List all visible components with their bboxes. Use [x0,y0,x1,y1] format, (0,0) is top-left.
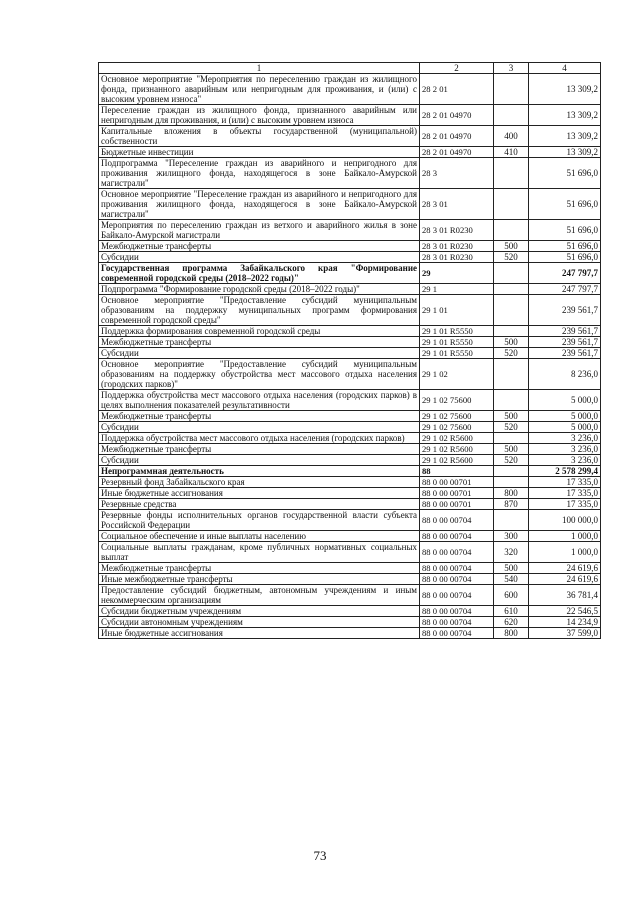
row-name-cell: Основное мероприятие "Предоставление субсидий муниципальным образованиям на поддержку муниципальных программ формирования современной городской среды" [99,295,420,326]
row-name-cell: Мероприятия по переселению граждан из ветхого и аварийного жилья в зоне Байкало-Амурской магистрали [99,220,420,241]
row-sum-cell: 51 696,0 [529,252,601,263]
row-name-cell: Социальные выплаты гражданам, кроме публичных нормативных социальных выплат [99,542,420,563]
row-code-cell: 88 0 00 00704 [420,542,494,563]
row-code-cell: 28 3 01 R0230 [420,252,494,263]
row-code-cell: 29 1 02 R5600 [420,444,494,455]
row-sum-cell: 51 696,0 [529,189,601,220]
row-code-cell: 88 0 00 00704 [420,606,494,617]
row-sum-cell: 2 578 299,4 [529,466,601,477]
table-row [99,444,601,455]
row-kvr-cell [494,295,529,326]
row-sum-cell: 24 619,6 [529,563,601,574]
row-sum-cell: 8 236,0 [529,359,601,390]
row-name-cell: Подпрограмма "Переселение граждан из аварийного и непригодного для проживания жилищного фонда, находящегося в зоне Байкало-Амурской магистрали" [99,158,420,189]
row-name-cell: Субсидии [99,455,420,466]
row-code-cell: 88 0 00 00701 [420,488,494,499]
row-code-cell: 29 1 02 75600 [420,411,494,422]
row-name-cell: Основное мероприятие "Мероприятия по переселению граждан из жилищного фонда, признанного аварийным или непригодным для проживания, и (или) с высоким уровнем износа" [99,74,420,105]
table-row [99,628,601,639]
table-row [99,241,601,252]
row-name-cell: Основное мероприятие "Переселение граждан из аварийного и непригодного для проживания жилищного фонда, находящегося в зоне Байкало-Амурской магистрали" [99,189,420,220]
row-kvr-cell: 500 [494,337,529,348]
row-code-cell: 29 1 02 [420,359,494,390]
row-name-cell: Социальное обеспечение и иные выплаты населению [99,531,420,542]
header-col-3: 3 [494,63,529,74]
row-sum-cell: 36 781,4 [529,585,601,606]
row-sum-cell: 13 309,2 [529,74,601,105]
row-name-cell: Бюджетные инвестиции [99,147,420,158]
row-sum-cell: 51 696,0 [529,241,601,252]
table-row [99,466,601,477]
row-kvr-cell: 800 [494,628,529,639]
row-sum-cell: 17 335,0 [529,477,601,488]
row-kvr-cell [494,466,529,477]
row-name-cell: Субсидии автономным учреждениям [99,617,420,628]
header-col-1: 1 [99,63,420,74]
row-name-cell: Межбюджетные трансферты [99,444,420,455]
table-header-row [99,63,601,74]
row-kvr-cell: 520 [494,455,529,466]
row-code-cell: 29 1 02 R5600 [420,455,494,466]
row-code-cell: 29 1 01 R5550 [420,326,494,337]
row-name-cell: Капитальные вложения в объекты государственной (муниципальной) собственности [99,126,420,147]
row-code-cell: 88 0 00 00704 [420,617,494,628]
row-code-cell: 28 3 01 R0230 [420,220,494,241]
row-kvr-cell [494,477,529,488]
row-kvr-cell [494,390,529,411]
row-name-cell: Предоставление субсидий бюджетным, автономным учреждениям и иным некоммерческим организациям [99,585,420,606]
row-kvr-cell [494,189,529,220]
table-row [99,455,601,466]
table-row [99,422,601,433]
row-code-cell: 88 [420,466,494,477]
row-sum-cell: 239 561,7 [529,348,601,359]
row-kvr-cell: 300 [494,531,529,542]
table-row [99,499,601,510]
table-row [99,105,601,126]
table-row [99,158,601,189]
row-sum-cell: 13 309,2 [529,126,601,147]
row-kvr-cell: 500 [494,411,529,422]
row-code-cell: 29 1 01 [420,295,494,326]
row-name-cell: Поддержка формирования современной городской среды [99,326,420,337]
row-name-cell: Межбюджетные трансферты [99,563,420,574]
row-code-cell: 28 2 01 04970 [420,126,494,147]
table-row [99,411,601,422]
row-name-cell: Поддержка обустройства мест массового отдыха населения (городских парков) [99,433,420,444]
row-name-cell: Основное мероприятие "Предоставление субсидий муниципальным образованиям на поддержку обустройства мест массового отдыха населения (городских парков)" [99,359,420,390]
row-name-cell: Резервный фонд Забайкальского края [99,477,420,488]
row-code-cell: 29 1 02 75600 [420,422,494,433]
row-sum-cell: 1 000,0 [529,542,601,563]
table-row [99,263,601,284]
row-sum-cell: 3 236,0 [529,455,601,466]
row-code-cell: 29 1 02 R5600 [420,433,494,444]
row-name-cell: Субсидии [99,422,420,433]
row-code-cell: 28 3 [420,158,494,189]
row-name-cell: Переселение граждан из жилищного фонда, признанного аварийным или непригодным для проживания, и (или) с высоким уровнем износа [99,105,420,126]
table-row [99,585,601,606]
row-code-cell: 29 1 02 75600 [420,390,494,411]
row-sum-cell: 5 000,0 [529,390,601,411]
page-number: 73 [313,848,327,863]
row-kvr-cell [494,263,529,284]
table-row [99,477,601,488]
row-code-cell: 29 1 01 R5550 [420,348,494,359]
row-name-cell: Непрограммная деятельность [99,466,420,477]
row-name-cell: Подпрограмма "Формирование городской среды (2018–2022 годы)" [99,284,420,295]
row-name-cell: Резервные средства [99,499,420,510]
row-code-cell: 29 1 01 R5550 [420,337,494,348]
row-kvr-cell [494,326,529,337]
row-kvr-cell: 500 [494,563,529,574]
table-row [99,295,601,326]
row-code-cell: 29 1 [420,284,494,295]
row-sum-cell: 5 000,0 [529,422,601,433]
row-kvr-cell [494,158,529,189]
row-name-cell: Иные бюджетные ассигнования [99,628,420,639]
row-kvr-cell: 520 [494,422,529,433]
row-name-cell: Субсидии [99,252,420,263]
row-code-cell: 28 2 01 [420,74,494,105]
row-code-cell: 88 0 00 00704 [420,628,494,639]
row-kvr-cell: 520 [494,252,529,263]
row-kvr-cell [494,510,529,531]
row-name-cell: Субсидии [99,348,420,359]
header-col-2: 2 [420,63,494,74]
table-row [99,147,601,158]
row-sum-cell: 247 797,7 [529,284,601,295]
table-row [99,126,601,147]
row-name-cell: Иные межбюджетные трансферты [99,574,420,585]
row-sum-cell: 239 561,7 [529,326,601,337]
table-row [99,531,601,542]
table-row [99,359,601,390]
row-name-cell: Поддержка обустройства мест массового отдыха населения (городских парков) в целях выполнения показателей результативности [99,390,420,411]
row-code-cell: 88 0 00 00704 [420,574,494,585]
row-kvr-cell [494,74,529,105]
row-kvr-cell: 320 [494,542,529,563]
row-code-cell: 88 0 00 00704 [420,510,494,531]
table-row [99,348,601,359]
row-name-cell: Субсидии бюджетным учреждениям [99,606,420,617]
table-row [99,606,601,617]
table-row [99,488,601,499]
row-name-cell: Межбюджетные трансферты [99,411,420,422]
table-row [99,390,601,411]
row-kvr-cell [494,284,529,295]
row-name-cell: Государственная программа Забайкальского края "Формирование современной городской среды (2018–2022 годы)" [99,263,420,284]
table-row [99,510,601,531]
row-kvr-cell: 600 [494,585,529,606]
row-name-cell: Межбюджетные трансферты [99,337,420,348]
row-code-cell: 88 0 00 00704 [420,531,494,542]
header-col-4: 4 [529,63,601,74]
table-row [99,284,601,295]
row-sum-cell: 3 236,0 [529,433,601,444]
row-sum-cell: 51 696,0 [529,220,601,241]
row-sum-cell: 24 619,6 [529,574,601,585]
row-sum-cell: 239 561,7 [529,295,601,326]
row-sum-cell: 13 309,2 [529,105,601,126]
row-kvr-cell [494,433,529,444]
row-kvr-cell [494,359,529,390]
table-row [99,433,601,444]
table-row [99,617,601,628]
row-sum-cell: 13 309,2 [529,147,601,158]
row-kvr-cell: 400 [494,126,529,147]
row-code-cell: 28 3 01 [420,189,494,220]
row-name-cell: Иные бюджетные ассигнования [99,488,420,499]
row-sum-cell: 239 561,7 [529,337,601,348]
row-sum-cell: 51 696,0 [529,158,601,189]
row-kvr-cell [494,105,529,126]
row-kvr-cell: 410 [494,147,529,158]
row-sum-cell: 22 546,5 [529,606,601,617]
row-kvr-cell: 870 [494,499,529,510]
row-sum-cell: 37 599,0 [529,628,601,639]
row-sum-cell: 247 797,7 [529,263,601,284]
row-code-cell: 28 2 01 04970 [420,147,494,158]
row-sum-cell: 5 000,0 [529,411,601,422]
table-row [99,563,601,574]
row-name-cell: Резервные фонды исполнительных органов государственной власти субъекта Российской Федерации [99,510,420,531]
table-row [99,337,601,348]
row-sum-cell: 100 000,0 [529,510,601,531]
row-code-cell: 28 3 01 R0230 [420,241,494,252]
row-sum-cell: 14 234,9 [529,617,601,628]
row-code-cell: 88 0 00 00701 [420,499,494,510]
table-row [99,74,601,105]
row-kvr-cell: 520 [494,348,529,359]
budget-table [98,62,601,639]
row-kvr-cell: 500 [494,241,529,252]
row-sum-cell: 17 335,0 [529,488,601,499]
row-sum-cell: 17 335,0 [529,499,601,510]
row-code-cell: 29 [420,263,494,284]
table-row [99,574,601,585]
table-row [99,189,601,220]
table-row [99,542,601,563]
row-sum-cell: 1 000,0 [529,531,601,542]
table-row [99,252,601,263]
row-name-cell: Межбюджетные трансферты [99,241,420,252]
table-row [99,326,601,337]
row-code-cell: 88 0 00 00701 [420,477,494,488]
row-kvr-cell [494,220,529,241]
row-kvr-cell: 620 [494,617,529,628]
table-row [99,220,601,241]
row-code-cell: 88 0 00 00704 [420,585,494,606]
row-code-cell: 28 2 01 04970 [420,105,494,126]
row-kvr-cell: 540 [494,574,529,585]
row-sum-cell: 3 236,0 [529,444,601,455]
row-code-cell: 88 0 00 00704 [420,563,494,574]
row-kvr-cell: 610 [494,606,529,617]
row-kvr-cell: 800 [494,488,529,499]
row-kvr-cell: 500 [494,444,529,455]
